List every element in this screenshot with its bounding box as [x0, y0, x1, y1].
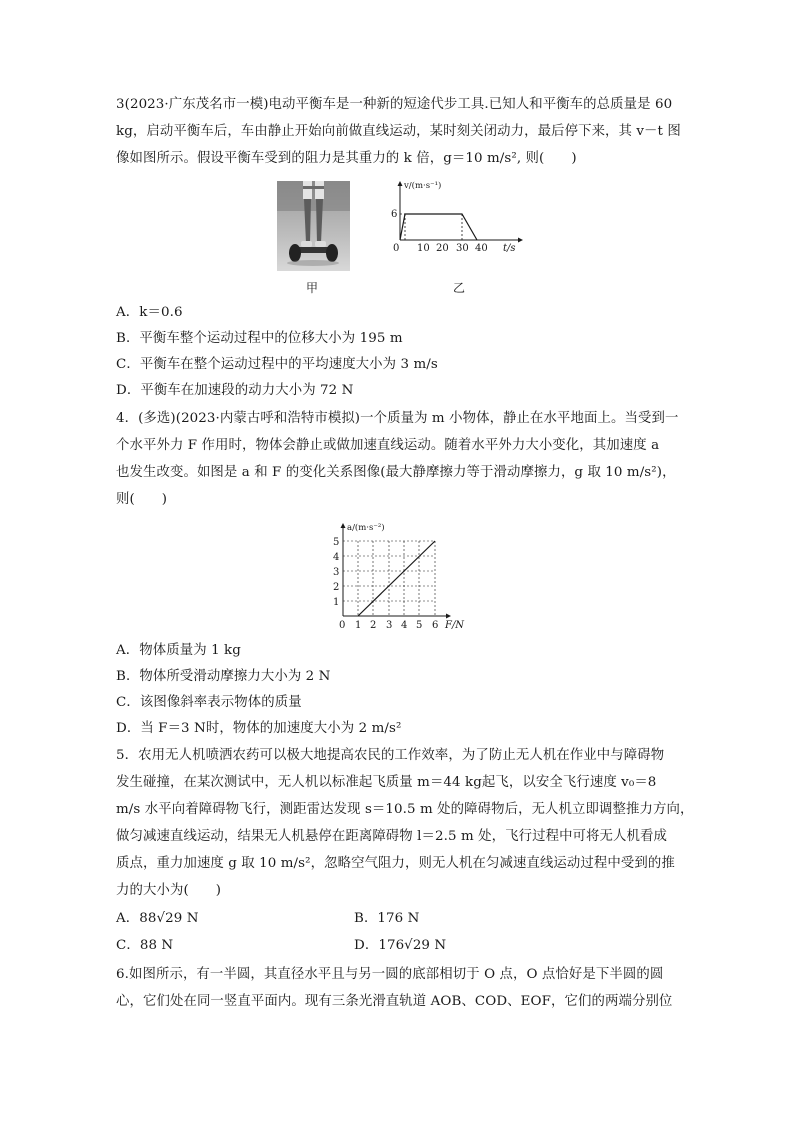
- vt-ylabel: v/(m·s⁻¹): [404, 181, 442, 191]
- q5-line-6: 力的大小为( ): [116, 883, 222, 898]
- q5-line-4: 做匀减速直线运动，结果无人机悬停在距离障碍物 l＝2.5 m 处，飞行过程中可将无人机看成: [116, 829, 667, 844]
- q4-option-b: B．物体所受滑动摩擦力大小为 2 N: [116, 669, 331, 684]
- q4-line-2: 个水平外力 F 作用时，物体会静止或做加速直线运动。随着水平外力大小变化，其加速度 a: [116, 438, 660, 453]
- aF-ytick-1: 1: [333, 597, 340, 608]
- vt-graph-line: [400, 214, 477, 240]
- q3-option-b: B．平衡车整个运动过程中的位移大小为 195 m: [116, 331, 403, 346]
- aF-xtick-2: 2: [370, 620, 377, 631]
- fig-jia-caption: 甲: [306, 281, 319, 295]
- aF-xtick-5: 5: [416, 620, 423, 631]
- aF-ytick-5: 5: [333, 537, 340, 548]
- vt-xtick-10: 10: [417, 243, 430, 254]
- vt-ytick-6: 6: [391, 209, 398, 220]
- q3-option-c: C．平衡车在整个运动过程中的平均速度大小为 3 m/s: [116, 357, 438, 372]
- q5-line-3: m/s 水平向着障碍物飞行，测距雷达发现 s＝10.5 m 处的障碍物后，无人机立即调整推力方向，: [116, 802, 694, 817]
- vt-xlabel: t/s: [503, 243, 516, 254]
- q5-option-c: C．88 N: [116, 938, 174, 953]
- q5-line-5: 质点，重力加速度 g 取 10 m/s²，忽略空气阻力，则无人机在匀减速直线运动过程中受到的推: [116, 856, 675, 871]
- vt-y-arrow: [398, 181, 403, 186]
- q4-option-a: A．物体质量为 1 kg: [116, 643, 241, 658]
- q5-option-d: D．176√29 N: [354, 938, 447, 953]
- q4-option-c: C．该图像斜率表示物体的质量: [116, 695, 302, 710]
- q4-line-3: 也发生改变。如图是 a 和 F 的变化关系图像(最大静摩擦力等于滑动摩擦力，g 取 10 m/s²)，: [116, 465, 676, 480]
- q5-line-2: 发生碰撞，在某次测试中，无人机以标准起飞质量 m＝44 kg起飞，以安全飞行速度 v₀＝8: [116, 775, 657, 790]
- q3-line-3: 像如图所示。假设平衡车受到的阻力是其重力的 k 倍，g＝10 m/s², 则( ): [116, 151, 577, 166]
- scooter-photo: [277, 181, 350, 271]
- vt-xtick-40: 40: [475, 243, 488, 254]
- q4-line-1: 4．(多选)(2023·内蒙古呼和浩特市模拟)一个质量为 m 小物体，静止在水平地面上。当受到一: [116, 411, 679, 426]
- q4-option-d: D．当 F＝3 N时，物体的加速度大小为 2 m/s²: [116, 721, 402, 736]
- q3-option-a: A．k＝0.6: [116, 305, 183, 320]
- aF-graph-line: [358, 541, 435, 616]
- aF-xtick-4: 4: [401, 620, 408, 631]
- aF-ytick-2: 2: [333, 582, 340, 593]
- vt-chart: [388, 178, 528, 258]
- vt-xtick-30: 30: [456, 243, 469, 254]
- aF-xlabel: F/N: [445, 620, 465, 631]
- aF-ytick-4: 4: [333, 552, 340, 563]
- aF-x-arrow: [446, 614, 451, 619]
- q4-line-4: 则( ): [116, 492, 168, 507]
- aF-y-arrow: [341, 523, 346, 528]
- aF-xtick-3: 3: [386, 620, 393, 631]
- vt-xtick-20: 20: [436, 243, 449, 254]
- aF-xtick-1: 1: [355, 620, 362, 631]
- q6-line-1: 6.如图所示，有一半圆，其直径水平且与另一圆的底部相切于 O 点，O 点恰好是下半圆的圆: [116, 967, 664, 982]
- q5-line-1: 5．农用无人机喷洒农药可以极大地提高农民的工作效率，为了防止无人机在作业中与障碍物: [116, 748, 665, 763]
- vt-origin: 0: [393, 243, 400, 254]
- q3-line-1: 3(2023·广东茂名市一模)电动平衡车是一种新的短途代步工具.已知人和平衡车的总质量是 60: [116, 97, 673, 112]
- aF-xtick-6: 6: [432, 620, 439, 631]
- aF-ylabel: a/(m·s⁻²): [347, 523, 385, 533]
- aF-grid: [343, 541, 435, 616]
- aF-ytick-3: 3: [333, 567, 340, 578]
- q3-option-d: D．平衡车在加速段的动力大小为 72 N: [116, 383, 354, 398]
- q6-line-2: 心，它们处在同一竖直平面内。现有三条光滑直轨道 AOB、COD、EOF，它们的两端分别位: [116, 994, 673, 1009]
- fig-yi-caption: 乙: [453, 281, 466, 295]
- q5-option-b: B．176 N: [354, 911, 420, 926]
- vt-x-arrow: [518, 238, 523, 243]
- q3-line-2: kg，启动平衡车后，车由静止开始向前做直线运动，某时刻关闭动力，最后停下来，其 v－t 图: [116, 124, 681, 139]
- aF-chart: [328, 518, 468, 634]
- aF-xtick-0: 0: [339, 620, 346, 631]
- q5-option-a: A．88√29 N: [116, 911, 199, 926]
